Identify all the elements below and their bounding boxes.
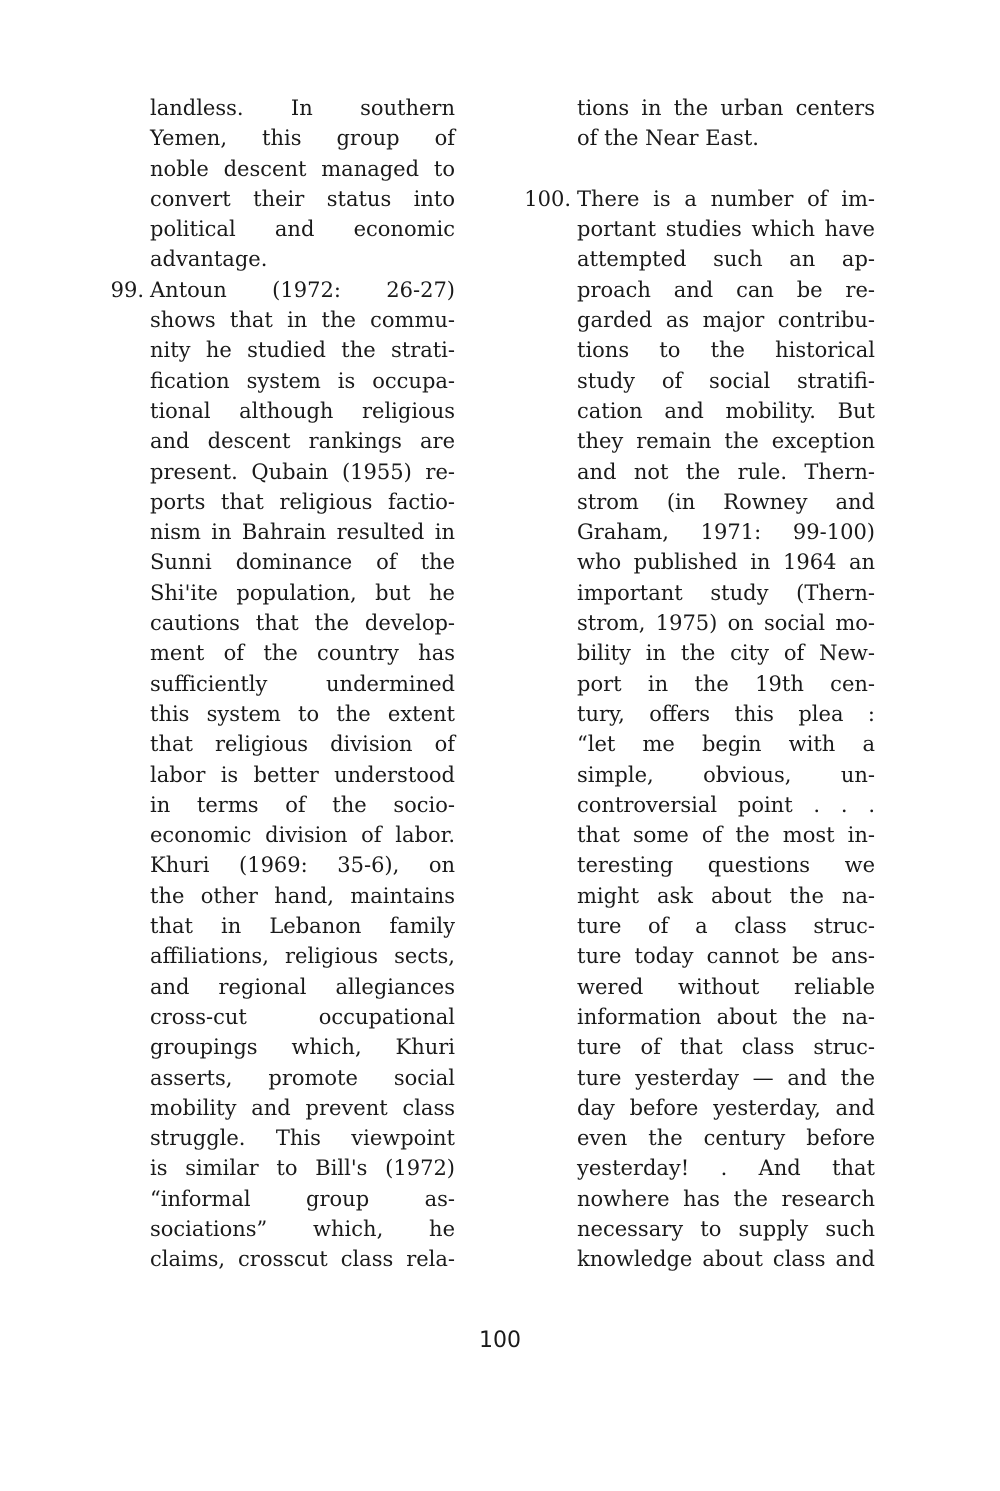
text-line	[577, 1123, 875, 1153]
line-text: ture of a class struc-	[577, 914, 875, 939]
text-line	[150, 760, 455, 790]
text-line	[150, 608, 455, 638]
text-line	[524, 184, 875, 214]
line-text: day before yesterday, and	[577, 1095, 875, 1120]
line-text: “let me begin with a	[577, 732, 875, 757]
line-text: nity he studied the strati-	[150, 338, 455, 363]
text-line	[150, 1002, 455, 1032]
line-text: nism in Bahrain resulted in	[150, 520, 455, 545]
text-line	[150, 881, 455, 911]
right-column-continuation	[577, 93, 875, 154]
line-text: garded as major contribu-	[577, 308, 875, 333]
text-line	[577, 275, 875, 305]
line-text: that some of the most in-	[577, 823, 875, 848]
line-text: political and economic	[150, 217, 455, 242]
line-text: port in the 19th cen-	[577, 671, 875, 696]
line-text: who published in 1964 an	[577, 550, 875, 575]
text-line	[577, 941, 875, 971]
line-text: “informal group as-	[150, 1186, 455, 1211]
line-text: the other hand, maintains	[150, 883, 455, 908]
text-line	[150, 93, 455, 123]
line-text: information about the na-	[577, 1004, 875, 1029]
page-number: 100	[479, 1328, 521, 1353]
text-line	[577, 972, 875, 1002]
text-line	[150, 366, 455, 396]
text-line	[150, 457, 455, 487]
paragraph-gap	[577, 154, 875, 184]
text-line	[577, 426, 875, 456]
text-line	[577, 396, 875, 426]
line-text: tional although religious	[150, 398, 455, 423]
text-line	[577, 1002, 875, 1032]
text-line	[577, 335, 875, 365]
left-column-continuation	[150, 93, 455, 275]
line-text: and not the rule. Thern-	[577, 459, 875, 484]
note-number: 99.	[110, 277, 144, 302]
text-line	[150, 487, 455, 517]
text-line	[150, 1153, 455, 1183]
text-line	[150, 1214, 455, 1244]
text-line	[150, 1093, 455, 1123]
text-line	[150, 517, 455, 547]
line-text: advantage.	[150, 247, 268, 272]
line-text: knowledge about class and	[577, 1247, 875, 1272]
text-line	[150, 972, 455, 1002]
line-text: portant studies which have	[577, 217, 875, 242]
text-line	[150, 850, 455, 880]
line-text: There is a number of im-	[577, 186, 875, 211]
text-line	[150, 426, 455, 456]
text-line	[577, 123, 875, 153]
right-column	[524, 93, 875, 1275]
text-line	[577, 1214, 875, 1244]
line-text: necessary to supply such	[577, 1216, 875, 1241]
note-100	[524, 184, 875, 1275]
line-text: ture of that class struc-	[577, 1035, 875, 1060]
line-text: Graham, 1971: 99-100)	[577, 520, 875, 545]
line-text: yesterday! . And that	[577, 1156, 875, 1181]
line-text: this system to the extent	[150, 701, 455, 726]
line-text: tury, offers this plea :	[577, 701, 875, 726]
text-line	[577, 1184, 875, 1214]
text-line	[150, 790, 455, 820]
line-text: ports that religious factio-	[150, 489, 455, 514]
text-line	[577, 820, 875, 850]
line-text: landless. In southern	[150, 96, 455, 120]
line-text: present. Qubain (1955) re-	[150, 459, 455, 484]
line-text: strom, 1975) on social mo-	[577, 611, 875, 636]
text-line	[150, 244, 455, 274]
text-line	[150, 305, 455, 335]
text-line	[150, 547, 455, 577]
text-line	[150, 638, 455, 668]
line-text: is similar to Bill's (1972)	[150, 1156, 455, 1181]
line-text: even the century before	[577, 1126, 875, 1151]
text-line	[150, 699, 455, 729]
line-text: labor is better understood	[150, 762, 455, 787]
line-text: and descent rankings are	[150, 429, 455, 454]
line-text: sociations” which, he	[150, 1216, 455, 1241]
line-text: tions to the historical	[577, 338, 875, 363]
text-line	[577, 244, 875, 274]
line-text: strom (in Rowney and	[577, 489, 875, 514]
text-line	[577, 1032, 875, 1062]
text-line	[150, 154, 455, 184]
text-line	[150, 1063, 455, 1093]
line-text: economic division of labor.	[150, 823, 455, 848]
text-line	[150, 184, 455, 214]
text-line	[577, 1244, 875, 1274]
line-text: shows that in the commu-	[150, 308, 455, 333]
line-text: Antoun (1972: 26-27)	[150, 277, 455, 302]
text-line	[577, 911, 875, 941]
line-text: bility in the city of New-	[577, 641, 875, 666]
line-text: in terms of the socio-	[150, 792, 455, 817]
line-text: proach and can be re-	[577, 277, 875, 302]
line-text: simple, obvious, un-	[577, 762, 875, 787]
left-column	[110, 93, 455, 1275]
text-line	[150, 123, 455, 153]
text-line	[150, 1244, 455, 1274]
text-line	[577, 487, 875, 517]
text-line	[577, 457, 875, 487]
line-text: sufficiently undermined	[150, 671, 455, 696]
line-text: groupings which, Khuri	[150, 1035, 455, 1060]
text-line	[150, 911, 455, 941]
line-text: struggle. This viewpoint	[150, 1126, 455, 1151]
line-text: that religious division of	[150, 732, 455, 757]
text-line	[150, 396, 455, 426]
text-line	[150, 1184, 455, 1214]
text-line	[577, 93, 875, 123]
line-text: noble descent managed to	[150, 156, 455, 181]
line-text: mobility and prevent class	[150, 1095, 455, 1120]
line-text: cautions that the develop-	[150, 611, 455, 636]
text-line	[577, 608, 875, 638]
text-line	[577, 699, 875, 729]
text-line	[150, 214, 455, 244]
line-text: teresting questions we	[577, 853, 875, 878]
line-text: study of social stratifi-	[577, 368, 875, 393]
line-text: Yemen, this group of	[150, 126, 455, 151]
line-text: fication system is occupa-	[150, 368, 455, 393]
text-line	[577, 305, 875, 335]
line-text: claims, crosscut class rela-	[150, 1247, 455, 1272]
text-line	[577, 547, 875, 577]
line-text: ture today cannot be ans-	[577, 944, 875, 969]
line-text: and regional allegiances	[150, 974, 455, 999]
line-text: wered without reliable	[577, 974, 875, 999]
line-text: Khuri (1969: 35-6), on	[150, 853, 455, 878]
text-line	[577, 578, 875, 608]
text-line	[577, 729, 875, 759]
line-text: might ask about the na-	[577, 883, 875, 908]
text-line	[577, 850, 875, 880]
text-line	[577, 1093, 875, 1123]
text-line	[577, 669, 875, 699]
text-line	[150, 335, 455, 365]
line-text: asserts, promote social	[150, 1065, 455, 1090]
line-text: convert their status into	[150, 186, 455, 211]
text-line	[150, 578, 455, 608]
text-line	[150, 820, 455, 850]
text-line	[577, 1063, 875, 1093]
line-text: cross-cut occupational	[150, 1004, 455, 1029]
line-text: controversial point . . .	[577, 792, 875, 817]
note-99	[110, 275, 455, 1275]
text-line	[150, 941, 455, 971]
text-line	[577, 638, 875, 668]
line-text: important study (Thern-	[577, 580, 875, 605]
line-text: that in Lebanon family	[150, 914, 455, 939]
text-line	[577, 760, 875, 790]
text-line	[150, 729, 455, 759]
line-text: attempted such an ap-	[577, 247, 875, 272]
line-text: they remain the exception	[577, 429, 875, 454]
line-text: nowhere has the research	[577, 1186, 875, 1211]
line-text: cation and mobility. But	[577, 398, 875, 423]
text-line	[150, 669, 455, 699]
text-line	[577, 881, 875, 911]
text-line	[150, 1032, 455, 1062]
line-text: ment of the country has	[150, 641, 455, 666]
line-text: affiliations, religious sects,	[150, 944, 455, 969]
line-text: ture yesterday — and the	[577, 1065, 875, 1090]
text-line	[577, 366, 875, 396]
text-line	[577, 1153, 875, 1183]
line-text: Shi'ite population, but he	[150, 580, 455, 605]
line-text: of the Near East.	[577, 126, 759, 151]
note-number: 100.	[524, 186, 571, 211]
line-text: tions in the urban centers	[577, 96, 875, 120]
text-line	[577, 790, 875, 820]
text-line	[577, 214, 875, 244]
text-line	[150, 1123, 455, 1153]
text-line	[577, 517, 875, 547]
line-text: Sunni dominance of the	[150, 550, 455, 575]
text-line	[110, 275, 455, 305]
